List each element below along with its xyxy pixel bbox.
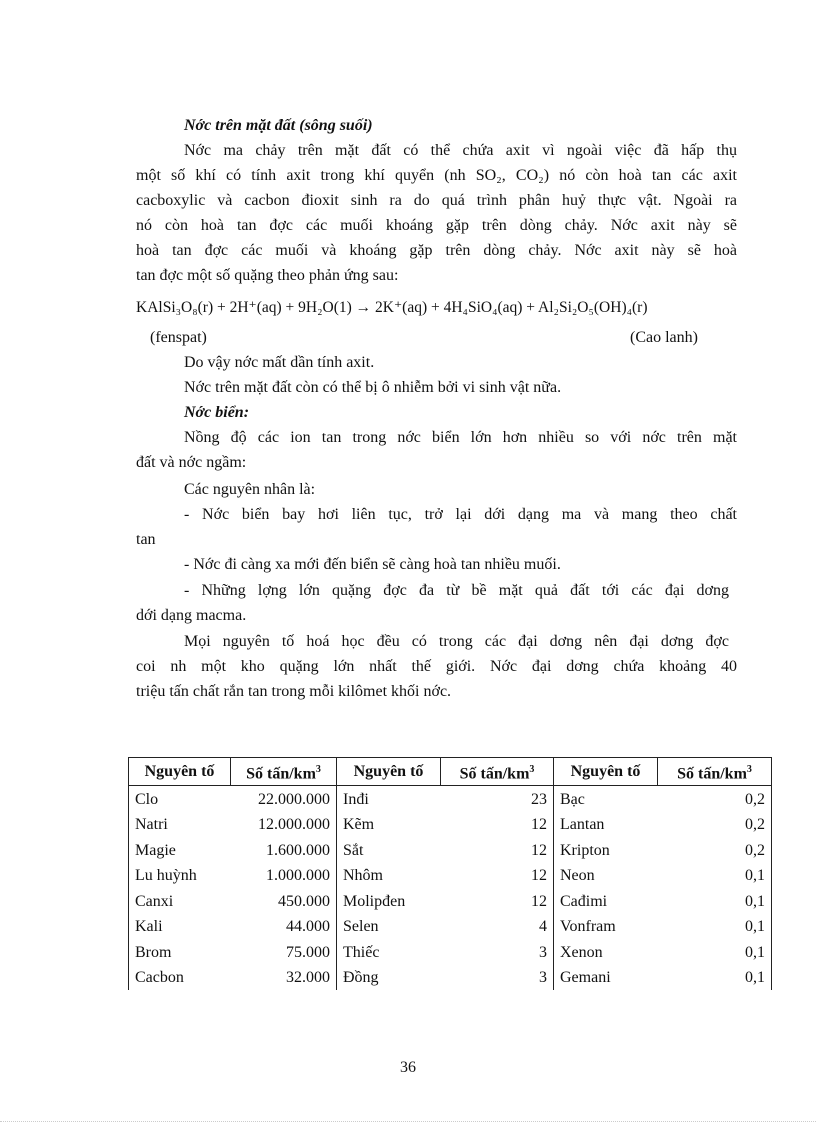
paragraph-line: đất và nớc ngầm: [136, 454, 247, 471]
section-heading-surface-water: Nớc trên mặt đất (sông suối) [184, 117, 373, 134]
table-header-row [129, 758, 772, 786]
element-name: Brom [129, 939, 231, 965]
element-tons: 3 [441, 965, 554, 991]
element-name: Cađimi [560, 892, 608, 910]
element-tons: 0,2 [658, 837, 772, 863]
element-name: Thiếc [343, 943, 380, 961]
element-tons: 22.000.000 [231, 786, 337, 812]
element-name: Kẽm [343, 816, 375, 834]
paragraph-line: tan đợc một số quặng theo phản ứng sau: [136, 267, 399, 284]
paragraph-line: Nớc trên mặt đất còn có thể bị ô nhiễm bởi vi sinh vật nữa. [184, 379, 562, 396]
element-tons: 32.000 [231, 965, 337, 991]
chemical-equation: KAlSi₃O₈(r) + 2H⁺(aq) + 9H₂O(1) → 2K⁺(aq) + 4H₄SiO₄(aq) + Al₂Si₂O₅(OH)₄(r) [136, 299, 648, 316]
element-tons: 1.000.000 [231, 863, 337, 889]
list-item: - Những lợng lớn quặng đợc đa từ bề mặt quả đất tới các đại dơng [184, 582, 729, 599]
element-abundance-table [128, 757, 772, 990]
column-header-tons: Số tấn/$km^3$ [658, 758, 772, 786]
element-name: Gemani [560, 969, 611, 987]
paragraph-line: cacboxylic và cacbon đioxit sinh ra do quá trình phân huỷ thực vật. Ngoài ra [136, 192, 737, 209]
element-name: Canxi [129, 888, 231, 914]
equation-label-cao-lanh: (Cao lanh) [630, 329, 698, 346]
column-header-tons: Số tấn/$km^3$ [231, 758, 337, 786]
element-name: Kripton [560, 841, 610, 859]
equation-label-fenspat: (fenspat) [150, 329, 207, 346]
page-number: 36 [400, 1059, 416, 1076]
list-item: - Nớc biển bay hơi liên tục, trở lại dới dạng ma và mang theo chất [184, 506, 737, 523]
page-bottom-rule [0, 1121, 816, 1122]
element-tons: 44.000 [231, 914, 337, 940]
element-tons: 75.000 [231, 939, 337, 965]
table-row [129, 939, 772, 965]
element-name: Xenon [560, 943, 603, 961]
element-tons: 12 [441, 863, 554, 889]
column-header-element: Nguyên tố [129, 758, 231, 786]
list-item: - Nớc đi càng xa mới đến biển sẽ càng hoà tan nhiều muối. [184, 556, 561, 573]
paragraph-line: nó còn hoà tan đợc các muối khoáng gặp trên dòng chảy. Nớc axit này sẽ [136, 217, 737, 234]
element-name: Bạc [560, 790, 585, 808]
element-name: Nhôm [343, 867, 383, 885]
element-tons: 0,1 [658, 965, 772, 991]
table-row [129, 888, 772, 914]
paragraph-line: một số khí có tính axit trong khí quyển (nh SO₂, CO₂) nó còn hoà tan các axit [136, 167, 737, 184]
element-tons: 23 [441, 786, 554, 812]
table-row [129, 914, 772, 940]
column-header-element: Nguyên tố [337, 758, 441, 786]
table-row [129, 812, 772, 838]
paragraph-line: Các nguyên nhân là: [184, 481, 316, 498]
paragraph-line: Mọi nguyên tố hoá học đều có trong các đại dơng nên đại dơng đợc [184, 633, 729, 650]
element-name: Inđi [343, 790, 369, 808]
table-row [129, 837, 772, 863]
element-tons: 0,2 [658, 786, 772, 812]
element-tons: 0,1 [658, 888, 772, 914]
table-row [129, 863, 772, 889]
element-name: Đồng [343, 969, 379, 987]
element-name: Vonfram [560, 918, 616, 936]
column-header-element: Nguyên tố [554, 758, 658, 786]
element-tons: 4 [441, 914, 554, 940]
element-tons: 0,1 [658, 914, 772, 940]
table-row [129, 965, 772, 991]
paragraph-line: coi nh một kho quặng lớn nhất thế giới. Nớc đại dơng chứa khoảng 40 [136, 658, 737, 675]
element-name: Natri [129, 812, 231, 838]
element-name: Molipđen [343, 892, 406, 910]
column-header-tons: Số tấn/$km^3$ [441, 758, 554, 786]
element-name: Magie [129, 837, 231, 863]
section-heading-sea-water: Nớc biển: [184, 404, 250, 421]
element-tons: 3 [441, 939, 554, 965]
element-name: Sắt [343, 841, 364, 859]
element-tons: 12 [441, 812, 554, 838]
element-name: Clo [129, 786, 231, 812]
element-name: Kali [129, 914, 231, 940]
paragraph-line: triệu tấn chất rắn tan trong mỗi kilômet khối nớc. [136, 683, 452, 700]
paragraph-line: hoà tan đợc các muối và khoáng gặp trên dòng chảy. Nớc axit này sẽ hoà [136, 242, 737, 259]
element-name: Lantan [560, 816, 605, 834]
paragraph-line: Do vậy nớc mất dần tính axit. [184, 354, 375, 371]
element-tons: 1.600.000 [231, 837, 337, 863]
element-tons: 0,1 [658, 863, 772, 889]
element-name: Cacbon [129, 965, 231, 991]
element-name: Lu huỳnh [129, 863, 231, 889]
element-tons: 0,1 [658, 939, 772, 965]
paragraph-line: Nồng độ các ion tan trong nớc biển lớn hơn nhiều so với nớc trên mặt [184, 429, 737, 446]
list-item-continuation: dới dạng macma. [136, 607, 247, 624]
element-tons: 450.000 [231, 888, 337, 914]
element-tons: 0,2 [658, 812, 772, 838]
element-name: Neon [560, 867, 595, 885]
element-tons: 12.000.000 [231, 812, 337, 838]
element-tons: 12 [441, 888, 554, 914]
list-item-continuation: tan [136, 531, 156, 548]
element-tons: 12 [441, 837, 554, 863]
table-row [129, 786, 772, 812]
paragraph-line: Nớc ma chảy trên mặt đất có thể chứa axit vì ngoài việc đã hấp thụ [184, 142, 737, 159]
element-name: Selen [343, 918, 379, 936]
